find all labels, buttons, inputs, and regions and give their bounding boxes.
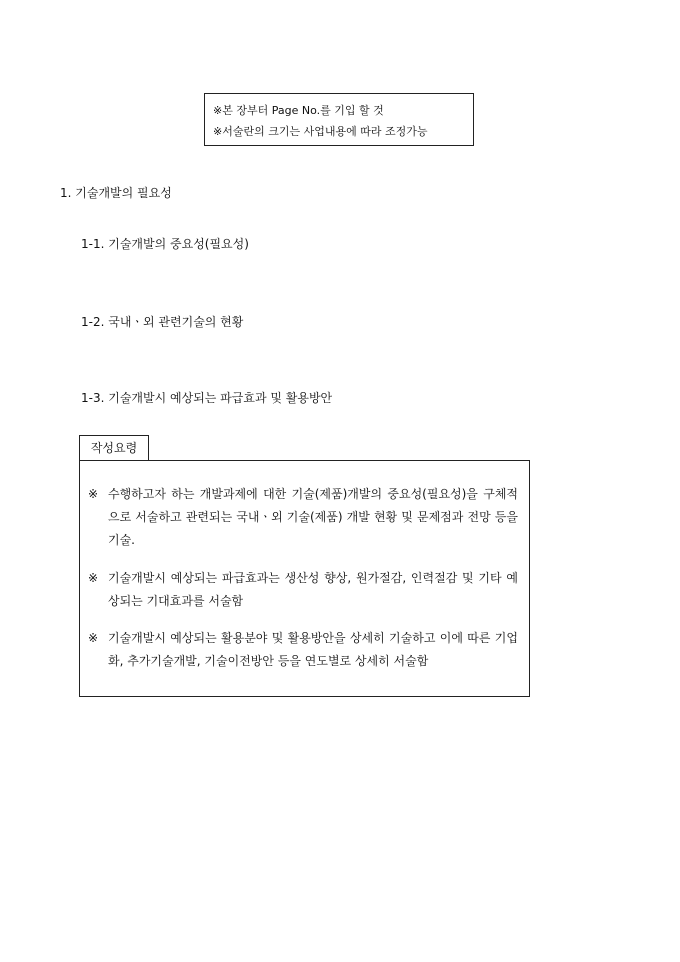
subsection-title-effects: 1-3. 기술개발시 예상되는 파급효과 및 활용방안 bbox=[81, 391, 333, 405]
guide-item bbox=[88, 627, 518, 673]
reference-mark: ※ bbox=[88, 631, 99, 645]
guide-item-text: 수행하고자 하는 개발과제에 대한 기술(제품)개발의 중요성(필요성)을 구체적으로 서술하고 관련되는 국내ㆍ외 기술(제품) 개발 현황 및 문제점과 전망 등을 기술. bbox=[108, 487, 518, 547]
section-title: 1. 기술개발의 필요성 bbox=[60, 186, 172, 200]
notice-box bbox=[204, 93, 474, 146]
reference-mark: ※ bbox=[88, 487, 99, 501]
guide-item bbox=[88, 567, 518, 613]
reference-mark: ※ bbox=[88, 571, 99, 585]
subsection-title-importance: 1-1. 기술개발의 중요성(필요성) bbox=[81, 237, 249, 251]
notice-line-page-number: ※본 장부터 Page No.를 기입 할 것 bbox=[213, 104, 384, 117]
guide-item bbox=[88, 483, 518, 552]
guide-label: 작성요령 bbox=[79, 435, 149, 461]
guide-item-text: 기술개발시 예상되는 활용분야 및 활용방안을 상세히 기술하고 이에 따른 기업화, 추가기술개발, 기술이전방안 등을 연도별로 상세히 서술함 bbox=[108, 631, 518, 668]
subsection-title-status: 1-2. 국내ㆍ외 관련기술의 현황 bbox=[81, 315, 244, 329]
notice-line-size-adjust: ※서술란의 크기는 사업내용에 따라 조정가능 bbox=[213, 125, 428, 138]
guide-box bbox=[79, 460, 530, 697]
guide-item-text: 기술개발시 예상되는 파급효과는 생산성 향상, 원가절감, 인력절감 및 기타 예상되는 기대효과를 서술함 bbox=[108, 571, 518, 608]
